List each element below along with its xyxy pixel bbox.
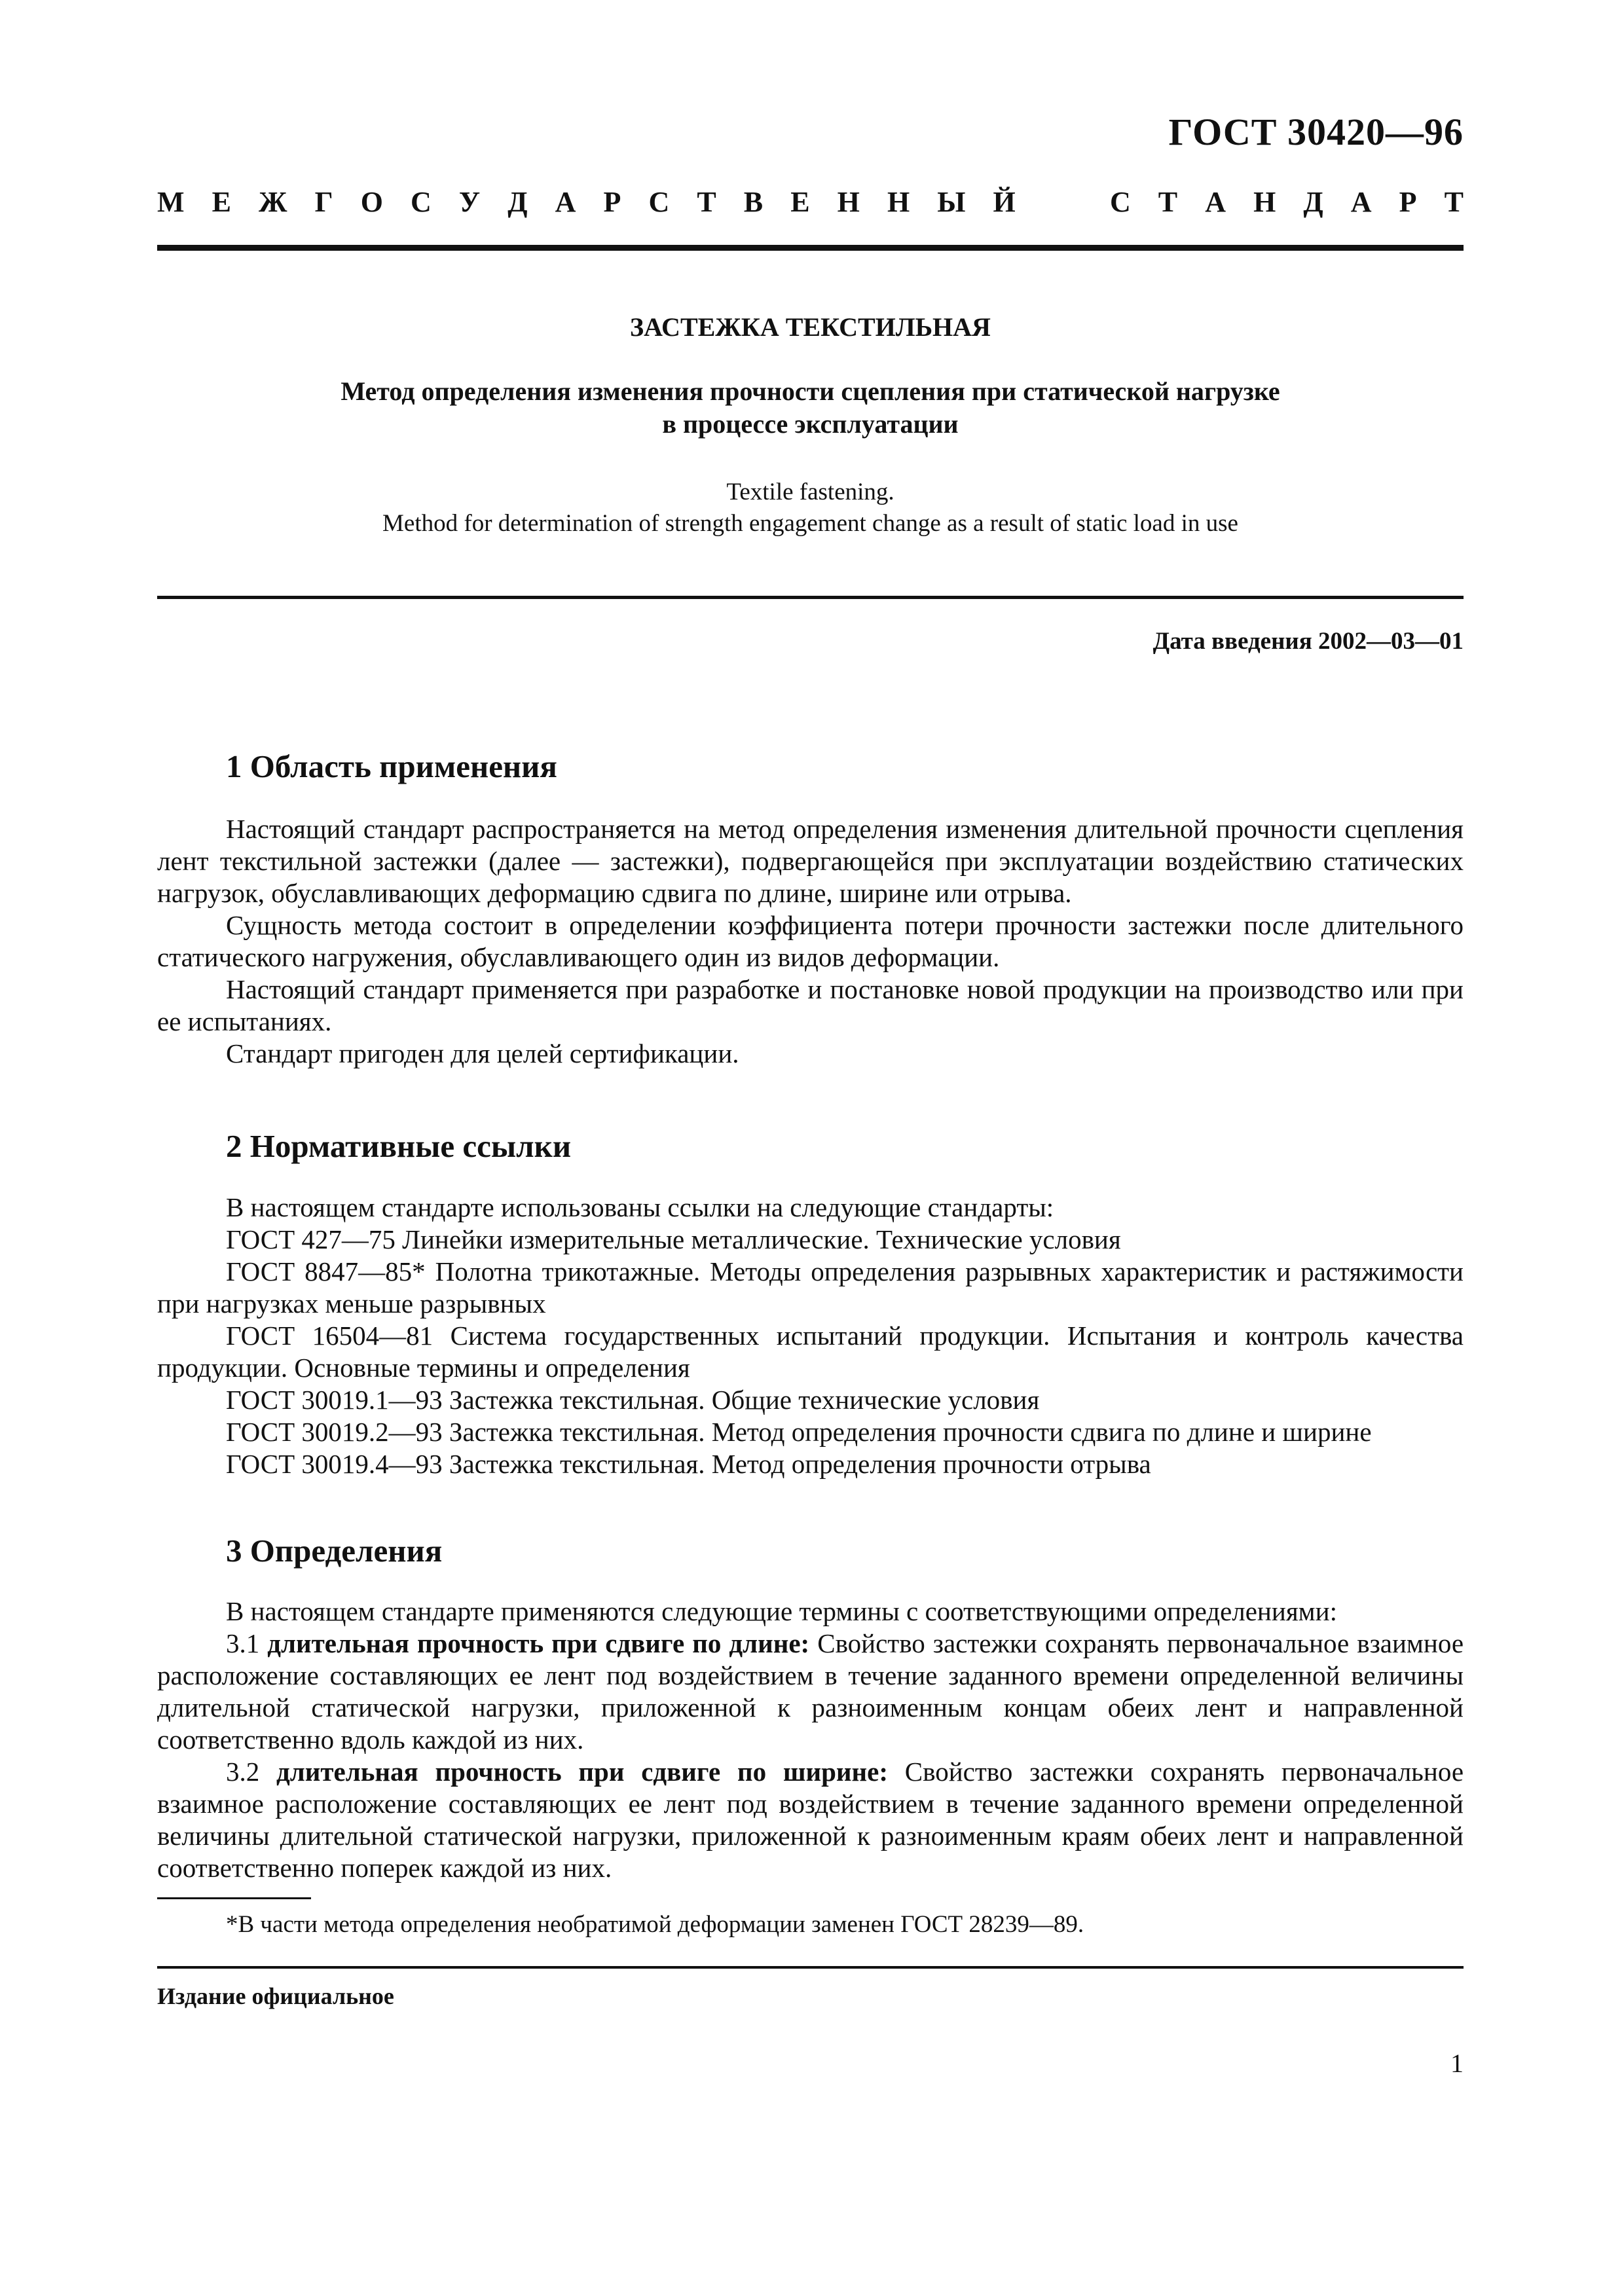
footer-rule — [157, 1966, 1464, 1969]
footnote-rule — [157, 1897, 311, 1899]
reference-item: ГОСТ 16504—81 Система государственных испытаний продукции. Испытания и контроль качества продукции. Основные термины и определения — [157, 1321, 1464, 1383]
header-rule — [157, 245, 1464, 251]
heading-letter: Р — [1399, 186, 1417, 218]
reference-item: ГОСТ 30019.1—93 Застежка текстильная. Общие технические условия — [226, 1385, 1040, 1415]
paragraph: Настоящий стандарт распространяется на метод определения изменения длительной прочности сцепления лент текстильной застежки (далее — застежки), подвергающейся при эксплуатации воздействию статических нагрузок, обуславливающих деформацию сдвига по длине, ширине или отрыва. — [157, 814, 1464, 908]
heading-letter: Ы — [937, 186, 966, 218]
section-1-heading: 1 Область применения — [226, 748, 557, 784]
footnote: *В части метода определения необратимой деформации заменен ГОСТ 28239—89. — [226, 1911, 1084, 1938]
heading-letter: Ж — [259, 186, 287, 218]
heading-letter: В — [743, 186, 764, 218]
interstate-standard-heading — [157, 185, 1464, 219]
definition-3-2 — [157, 1756, 1464, 1884]
introduction-date: Дата введения 2002—03—01 — [1152, 628, 1464, 655]
heading-letter: А — [555, 186, 576, 218]
paragraph: Сущность метода состоит в определении коэффициента потери прочности застежки после длительного статического нагружения, обуславливающего один из видов деформации. — [157, 910, 1464, 972]
heading-letter: О — [360, 186, 383, 218]
document-title: ЗАСТЕЖКА ТЕКСТИЛЬНАЯ — [630, 312, 991, 342]
heading-letter: Д — [507, 186, 528, 218]
definition-text: Свойство застежки сохранять первоначальное взаимное расположение составляющих ее лент под воздействием в течение заданного времени определенной величины длительной статической нагрузки, приложенной к разноименным концам обеих лент и направленной соответственно вдоль каждой из них. — [157, 1628, 1464, 1755]
reference-item: ГОСТ 30019.2—93 Застежка текстильная. Метод определения прочности сдвига по длине и ширине — [226, 1417, 1372, 1447]
word-gap — [1043, 185, 1082, 219]
heading-letter: Г — [314, 186, 333, 218]
heading-letter: Т — [697, 186, 716, 218]
definition-term: длительная прочность при сдвиге по ширине: — [276, 1757, 888, 1787]
section-3-heading: 3 Определения — [226, 1533, 443, 1569]
section-2-body — [157, 1192, 1464, 1480]
reference-item: ГОСТ 30019.4—93 Застежка текстильная. Метод определения прочности отрыва — [226, 1449, 1151, 1479]
reference-item: ГОСТ 427—75 Линейки измерительные металлические. Технические условия — [226, 1224, 1121, 1254]
subtitle-line-2: в процессе эксплуатации — [662, 409, 959, 439]
section-2-heading: 2 Нормативные ссылки — [226, 1128, 572, 1164]
heading-letter: С — [648, 186, 670, 218]
heading-letter: Р — [603, 186, 621, 218]
definition-term: длительная прочность при сдвиге по длине: — [267, 1628, 810, 1658]
section-3-body — [157, 1595, 1464, 1884]
heading-letter: А — [1205, 186, 1226, 218]
heading-letter: С — [411, 186, 432, 218]
definition-number: 3.2 — [226, 1757, 277, 1787]
english-title — [157, 477, 1464, 539]
document-subtitle — [157, 375, 1464, 441]
heading-letter: М — [157, 186, 185, 218]
definition-number: 3.1 — [226, 1628, 268, 1658]
english-title-line-1: Textile fastening. — [726, 479, 894, 505]
section-1-body — [157, 813, 1464, 1070]
reference-item: ГОСТ 8847—85* Полотна трикотажные. Методы определения разрывных характеристик и растяжимости при нагрузках меньше разрывных — [157, 1256, 1464, 1319]
paragraph: Стандарт пригоден для целей сертификации. — [226, 1038, 739, 1068]
paragraph: Настоящий стандарт применяется при разработке и постановке новой продукции на производство или при ее испытаниях. — [157, 974, 1464, 1036]
heading-letter: С — [1109, 186, 1131, 218]
edition-label: Издание официальное — [157, 1983, 394, 2009]
paragraph: В настоящем стандарте применяются следующие термины с соответствующими определениями: — [226, 1596, 1337, 1626]
heading-letter: Д — [1303, 186, 1323, 218]
paragraph: В настоящем стандарте использованы ссылки на следующие стандарты: — [226, 1192, 1054, 1222]
heading-letter: Т — [1158, 186, 1178, 218]
definition-text: Свойство застежки сохранять первоначальное взаимное расположение составляющих ее лент под воздействием в течение заданного времени определенной величины длительной статической нагрузки, приложенной к разноименным краям обеих лент и направленной соответственно поперек каждой из них. — [157, 1757, 1464, 1883]
heading-letter: Н — [1253, 186, 1276, 218]
heading-letter: Н — [887, 186, 910, 218]
gost-number: ГОСТ 30420—96 — [1168, 111, 1464, 153]
definition-3-1 — [157, 1628, 1464, 1756]
heading-letter: Н — [837, 186, 860, 218]
page-number: 1 — [1450, 2049, 1464, 2078]
heading-letter: Т — [1444, 186, 1464, 218]
heading-letter: Е — [790, 186, 810, 218]
english-title-line-2: Method for determination of strength engagement change as a result of static load in use — [382, 510, 1238, 537]
heading-letter: У — [458, 186, 481, 218]
title-rule — [157, 596, 1464, 599]
subtitle-line-1: Метод определения изменения прочности сцепления при статической нагрузке — [341, 376, 1280, 406]
heading-letter: Й — [993, 186, 1016, 218]
heading-letter: Е — [212, 186, 231, 218]
heading-letter: А — [1350, 186, 1372, 218]
